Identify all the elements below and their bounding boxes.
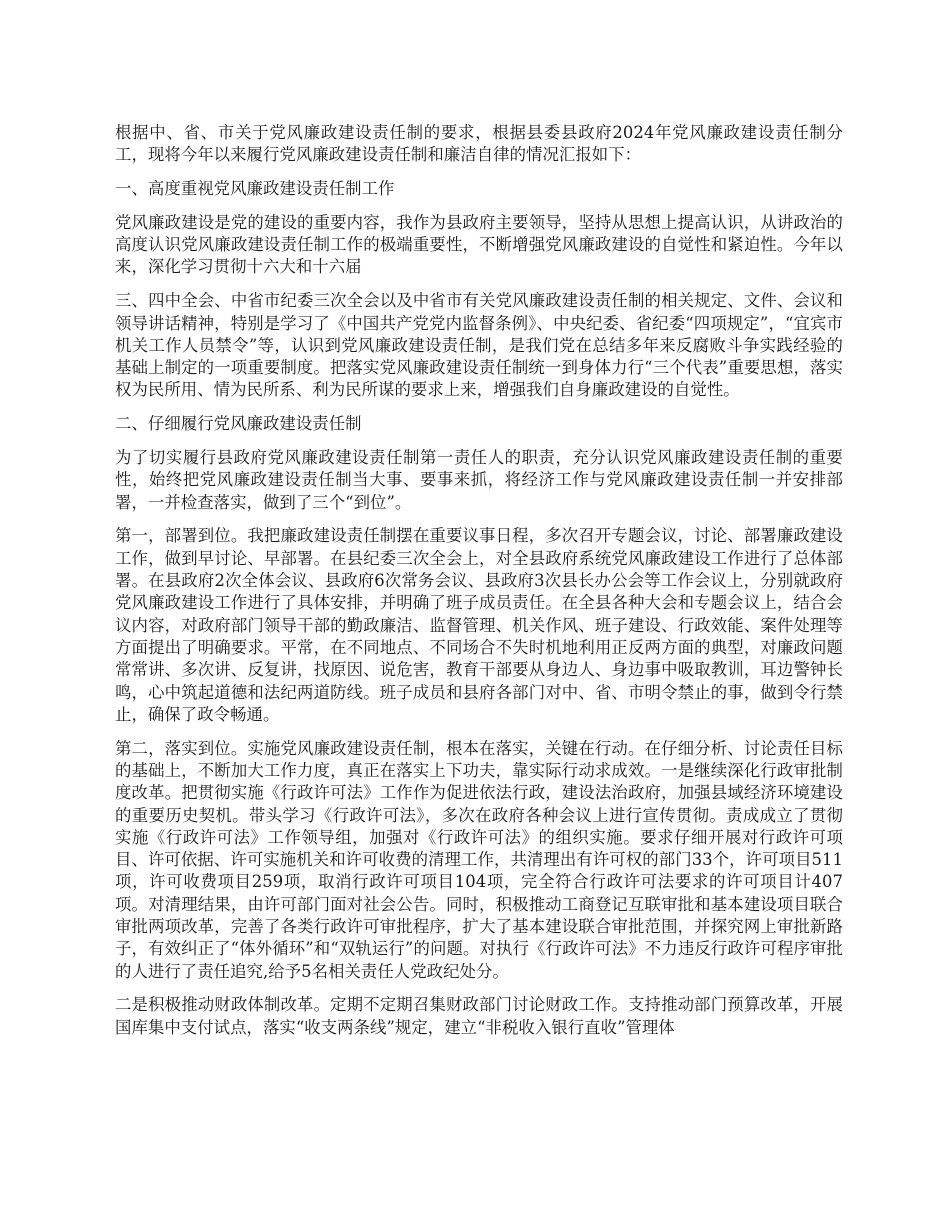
section-heading-2: 二、仔细履行党风廉政建设责任制: [115, 414, 362, 434]
section-heading-1: 一、高度重视党风廉政建设责任制工作: [115, 179, 395, 199]
paragraph-duty: 为了切实履行县政府党风廉政建设责任制第一责任人的职责，充分认识党风廉政建设责任制的重要性，始终把党风廉政建设责任制当大事、要事来抓，将经济工作与党风廉政建设责任制一并安排部署，一并检查落实，做到了三个“到位”。: [115, 448, 843, 512]
paragraph-study: 三、四中全会、中省市纪委三次全会以及中省市有关党风廉政建设责任制的相关规定、文件、会议和领导讲话精神，特别是学习了《中国共产党党内监督条例》、中央纪委、省纪委“四项规定”，“宜宾市机关工作人员禁令”等，认识到党风廉政建设责任制，是我们党在总结多年来反腐败斗争实践经验的基础上制定的一项重要制度。把落实党风廉政建设责任制统一到身体力行“三个代表”重要思想，落实权为民所用、情为民所系、利为民所谋的要求上来，增强我们自身廉政建设的自觉性。: [115, 291, 843, 400]
paragraph-implementation: 第二，落实到位。实施党风廉政建设责任制，根本在落实，关键在行动。在仔细分析、讨论责任目标的基础上，不断加大工作力度，真正在落实上下功夫，靠实际行动求成效。一是继续深化行政审批制度改革。把贯彻实施《行政许可法》工作作为促进依法行政，建设法治政府，加强县域经济环境建设的重要历史契机。带头学习《行政许可法》，多次在政府各种会议上进行宣传贯彻。责成成立了贯彻实施《行政许可法》工作领导组，加强对《行政许可法》的组织实施。要求仔细开展对行政许可项目、许可依据、许可实施机关和许可收费的清理工作，共清理出有许可权的部门33个，许可项目511项，许可收费项目259项，取消行政许可项目104项，完全符合行政许可法要求的许可项目计407项。对清理结果，由许可部门面对社会公告。同时，积极推动工商登记互联审批和基本建设项目联合审批两项改革，完善了各类行政许可审批程序，扩大了基本建设联合审批范围，并探究网上审批新路子，有效纠正了“体外循环”和“双轨运行”的问题。对执行《行政许可法》不力违反行政许可程序审批的人进行了责任追究,给予5名相关责任人党政纪处分。: [115, 738, 843, 981]
document-body: [115, 122, 843, 1050]
paragraph-deployment: 第一，部署到位。我把廉政建设责任制摆在重要议事日程，多次召开专题会议，讨论、部署廉政建设工作，做到早讨论、早部署。在县纪委三次全会上，对全县政府系统党风廉政建设工作进行了总体部署。在县政府2次全体会议、县政府6次常务会议、县政府3次县长办公会等工作会议上，分别就政府党风廉政建设工作进行了具体安排，并明确了班子成员责任。在全县各种大会和专题会议上，结合会议内容，对政府部门领导干部的勤政廉洁、监督管理、机关作风、班子建设、行政效能、案件处理等方面提出了明确要求。平常，在不同地点、不同场合不失时机地利用正反两方面的典型，对廉政问题常常讲、多次讲、反复讲，找原因、说危害，教育干部要从身边人、身边事中吸取教训，耳边警钟长鸣，心中筑起道德和法纪两道防线。班子成员和县府各部门对中、省、市明令禁止的事，做到令行禁止，确保了政令畅通。: [115, 526, 843, 724]
paragraph-finance-reform: 二是积极推动财政体制改革。定期不定期召集财政部门讨论财政工作。支持推动部门预算改革，开展国库集中支付试点，落实“收支两条线”规定，建立“非税收入银行直收”管理体: [115, 995, 843, 1037]
intro-paragraph: 根据中、省、市关于党风廉政建设责任制的要求，根据县委县政府2024年党风廉政建设责任制分工，现将今年以来履行党风廉政建设责任制和廉洁自律的情况汇报如下：: [115, 123, 843, 165]
paragraph-awareness: 党风廉政建设是党的建设的重要内容，我作为县政府主要领导，坚持从思想上提高认识，从讲政治的高度认识党风廉政建设责任制工作的极端重要性，不断增强党风廉政建设的自觉性和紧迫性。今年以来，深化学习贯彻十六大和十六届: [115, 212, 843, 277]
